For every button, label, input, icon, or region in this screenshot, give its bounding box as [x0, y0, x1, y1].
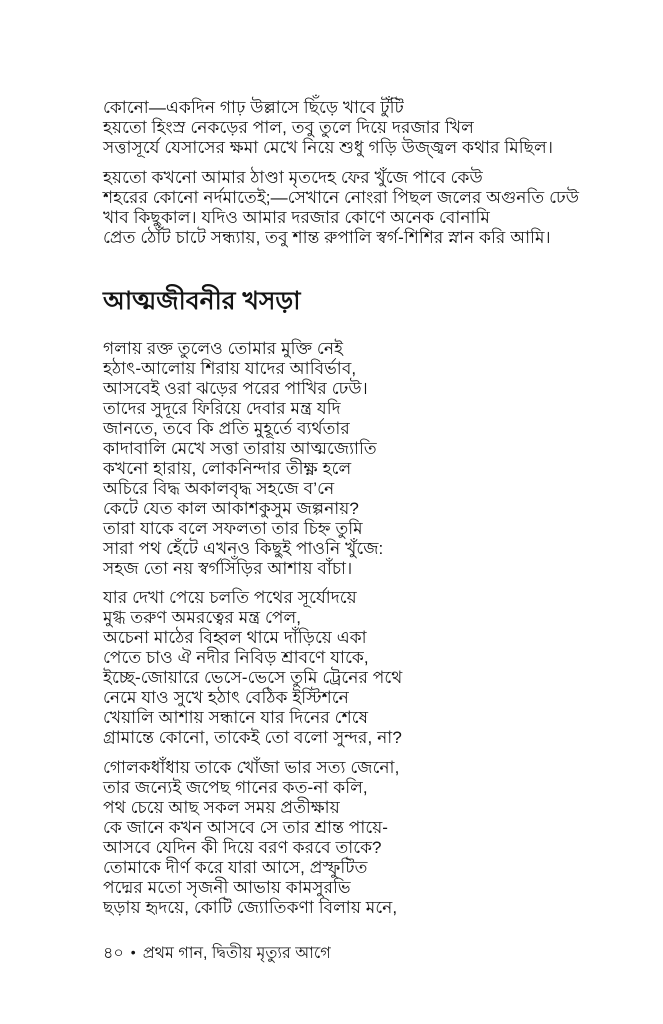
- page-footer: [103, 942, 331, 964]
- poem-line: তোমাকে দীর্ণ করে যারা আসে, প্রস্ফুটিত: [103, 858, 368, 877]
- poem-line: কখনো হারায়, লোকনিন্দার তীক্ষ্ণ হলে: [103, 459, 352, 478]
- poem-line: সহজ তো নয় স্বর্গসিঁড়ির আশায় বাঁচা।: [103, 559, 353, 578]
- poem-line: পথ চেয়ে আছ সকল সময় প্রতীক্ষায়: [103, 798, 340, 817]
- poem-line: কে জানে কখন আসবে সে তার শ্রান্ত পায়ে-: [103, 818, 389, 837]
- poem-line: কোনো—একদিন গাঢ় উল্লাসে ছিঁড়ে খাবে টুঁটি: [103, 98, 404, 117]
- poem-line: তারা যাকে বলে সফলতা তার চিহ্ন তুমি: [103, 519, 363, 538]
- poem-line: পেতে চাও ঐ নদীর নিবিড় শ্রাবণে যাকে,: [103, 648, 369, 667]
- poem-line: অচেনা মাঠের বিহ্বল থামে দাঁড়িয়ে একা: [103, 628, 367, 647]
- poem-line: সারা পথ হেঁটে এখনও কিছুই পাওনি খুঁজে:: [103, 539, 384, 558]
- poem-line: মুগ্ধ তরুণ অমরত্বের মন্ত্র পেল,: [103, 608, 302, 627]
- poem-stanza-2: [103, 588, 633, 748]
- poem-line: খেয়ালি আশায় সন্ধানে যার দিনের শেষে: [103, 708, 369, 727]
- poem-stanza-3: [103, 758, 633, 918]
- poem-line: অচিরে বিদ্ধ অকালবৃদ্ধ সহজে ব’নে: [103, 479, 335, 498]
- book-title: প্রথম গান, দ্বিতীয় মৃত্যুর আগে: [142, 945, 331, 962]
- poem-line: সত্তাসূর্যে যেসাসের ক্ষমা মেখে নিয়ে শুধু গড়ি উজ্জ্বল কথার মিছিল।: [103, 138, 553, 157]
- poem-line: ইচ্ছে-জোয়ারে ভেসে-ভেসে তুমি ট্রেনের পথে: [103, 668, 403, 687]
- poem-line: নেমে যাও সুখে হঠাৎ বেঠিক ইস্টিশনে: [103, 688, 349, 707]
- poem-line: গ্রামান্তে কোনো, তাকেই তো বলো সুন্দর, না?: [103, 728, 402, 747]
- poem-line: প্রেত ঠোঁট চাটে সন্ধ্যায়, তবু শান্ত রুপালি স্বর্গ-শিশির স্নান করি আমি।: [103, 228, 551, 247]
- poem-line: হঠাৎ-আলোয় শিরায় যাদের আবির্ভাব,: [103, 359, 357, 378]
- poem-line: জানতে, তবে কি প্রতি মুহূর্তে ব্যর্থতার: [103, 419, 350, 438]
- poem-line: পদ্মের মতো সৃজনী আভায় কামসুরভি: [103, 878, 351, 897]
- poem-line: তার জন্যেই জপেছ গানের কত-না কলি,: [103, 778, 368, 797]
- poem-title: আত্মজীবনীর খসড়া: [103, 287, 301, 315]
- poem-line: কাদাবালি মেখে সত্তা তারায় আত্মজ্যোতি: [103, 439, 377, 458]
- poem-line: তাদের সুদূরে ফিরিয়ে দেবার মন্ত্র যদি: [103, 399, 341, 418]
- poem-line: ছড়ায় হৃদয়ে, কোটি জ্যোতিকণা বিলায় মনে,: [103, 898, 398, 917]
- previous-poem-stanza-1: [103, 98, 633, 158]
- poem-line: শহরের কোনো নর্দমাতেই;—সেখানে নোংরা পিছল জলের অগুনতি ঢেউ: [103, 188, 580, 207]
- bullet-separator-icon: •: [130, 944, 136, 960]
- page-number: ৪০: [103, 945, 124, 962]
- poem-line: কেটে যেত কাল আকাশকুসুম জল্পনায়?: [103, 499, 359, 518]
- previous-poem-stanza-2: [103, 168, 633, 248]
- poem-line: আসবেই ওরা ঝড়ের পরের পাখির ঢেউ।: [103, 379, 368, 398]
- poem-line: আসবে যেদিন কী দিয়ে বরণ করবে তাকে?: [103, 838, 382, 857]
- poem-line: গোলকধাঁধায় তাকে খোঁজা ভার সত্য জেনো,: [103, 758, 400, 777]
- page-content: [103, 0, 633, 918]
- poem-line: হয়তো হিংস্র নেকড়ের পাল, তবু তুলে দিয়ে দরজার খিল: [103, 118, 474, 137]
- poem-line: গলায় রক্ত তুলেও তোমার মুক্তি নেই: [103, 339, 344, 358]
- poem-stanza-1: [103, 339, 633, 579]
- poem-line: হয়তো কখনো আমার ঠাণ্ডা মৃতদেহ ফের খুঁজে পাবে কেউ: [103, 168, 483, 187]
- poem-line: যার দেখা পেয়ে চলতি পথের সূর্যোদয়ে: [103, 588, 357, 607]
- poem-line: খাব কিছুকাল। যদিও আমার দরজার কোণে অনেক বোনামি: [103, 208, 490, 227]
